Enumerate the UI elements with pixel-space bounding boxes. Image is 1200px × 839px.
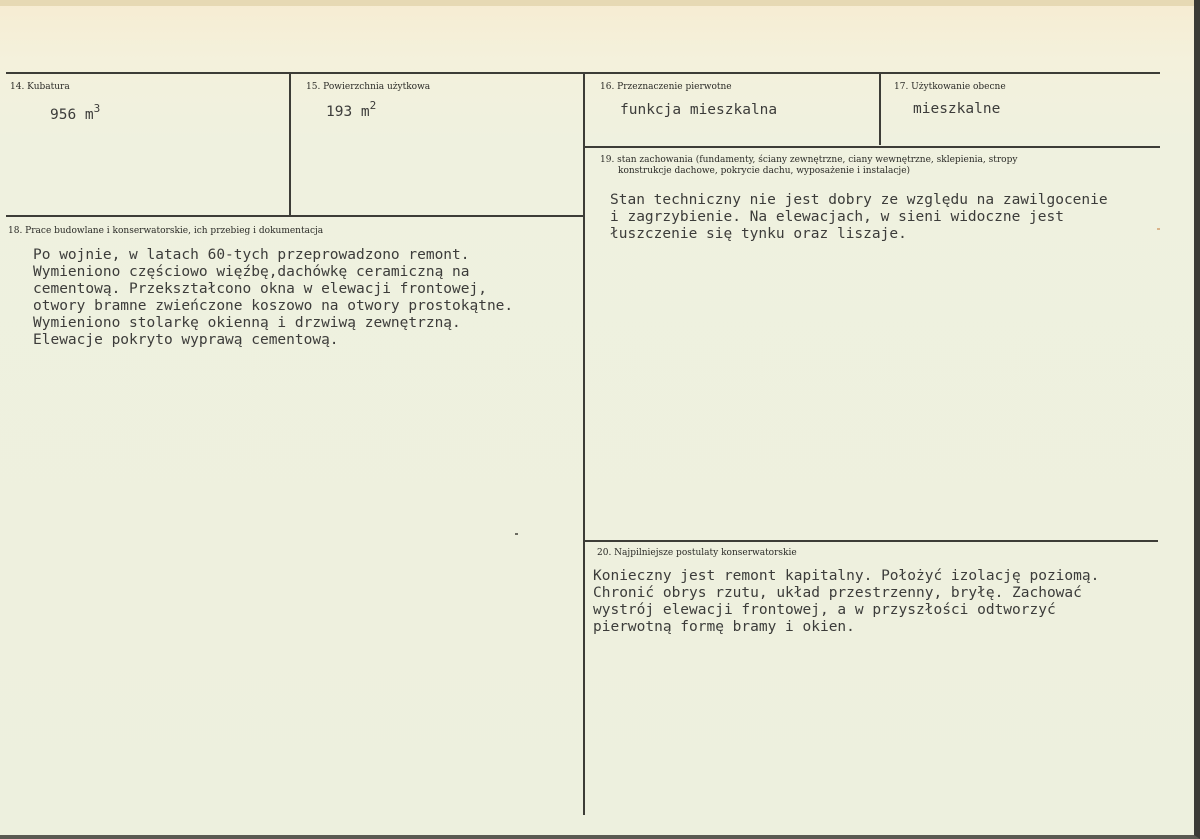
main-vertical-divider [583, 72, 585, 815]
field-14-value: 956 $m^3$ [50, 102, 101, 123]
field-19-label-line1: 19. stan zachowania (fundamenty, ściany zewnętrzne, ciany wewnętrzne, sklepienia, stropy [600, 155, 1018, 165]
field-14-label: 14. Kubatura [10, 82, 70, 92]
field-18-line: Po wojnie, w latach 60-tych przeprowadzono remont. [33, 247, 470, 263]
field-20-line: pierwotną formę bramy i okien. [593, 619, 855, 635]
field-20-line: Konieczny jest remont kapitalny. Położyć izolację poziomą. [593, 568, 1100, 584]
field-19-line: Stan techniczny nie jest dobry ze względu na zawilgocenie [610, 192, 1108, 208]
paper-speck [515, 533, 518, 535]
field-19-line: i zagrzybienie. Na elewacjach, w sieni widoczne jest [610, 209, 1064, 225]
field-20-label: 20. Najpilniejsze postulaty konserwatorskie [597, 548, 797, 558]
field-18-line: Wymieniono stolarkę okienną i drzwiwą zewnętrzną. [33, 315, 461, 331]
field-16-value: funkcja mieszkalna [620, 102, 778, 118]
field-15-value: 193 $m^2$ [326, 99, 377, 120]
field-20-line: wystrój elewacji frontowej, a w przyszłości odtworzyć [593, 602, 1056, 618]
field-19-label-line2: konstrukcje dachowe, pokrycie dachu, wyposażenie i instalacje) [618, 166, 911, 176]
field-18-line: otwory bramne zwieńczone koszowo na otwory prostokątne. [33, 298, 514, 314]
field-17-label: 17. Użytkowanie obecne [894, 82, 1006, 92]
rule-under-16-17 [585, 146, 1160, 148]
rule-under-14-15 [6, 215, 583, 217]
rule-above-20 [585, 540, 1158, 542]
top-paper-strip [0, 0, 1194, 6]
field-15-label: 15. Powierzchnia użytkowa [306, 82, 431, 92]
field-19-line: łuszczenie się tynku oraz liszaje. [610, 226, 907, 242]
field-20-line: Chronić obrys rzutu, układ przestrzenny, bryłę. Zachować [593, 585, 1082, 601]
field-18-line: Wymieniono częściowo więźbę,dachówkę ceramiczną na [33, 264, 470, 280]
divider-14-15 [289, 72, 291, 215]
field-18-line: Elewacje pokryto wyprawą cementową. [33, 332, 339, 348]
field-18-label: 18. Prace budowlane i konserwatorskie, ich przebieg i dokumentacja [8, 226, 324, 236]
paper-speck [1157, 228, 1160, 230]
field-15-exponent: 2 [369, 99, 377, 112]
divider-16-17 [879, 72, 881, 145]
field-18-line: cementową. Przekształcono okna w elewacji frontowej, [33, 281, 487, 297]
field-14-exponent: 3 [93, 102, 101, 115]
field-16-label: 16. Przeznaczenie pierwotne [600, 82, 732, 92]
field-17-value: mieszkalne [913, 101, 1001, 117]
